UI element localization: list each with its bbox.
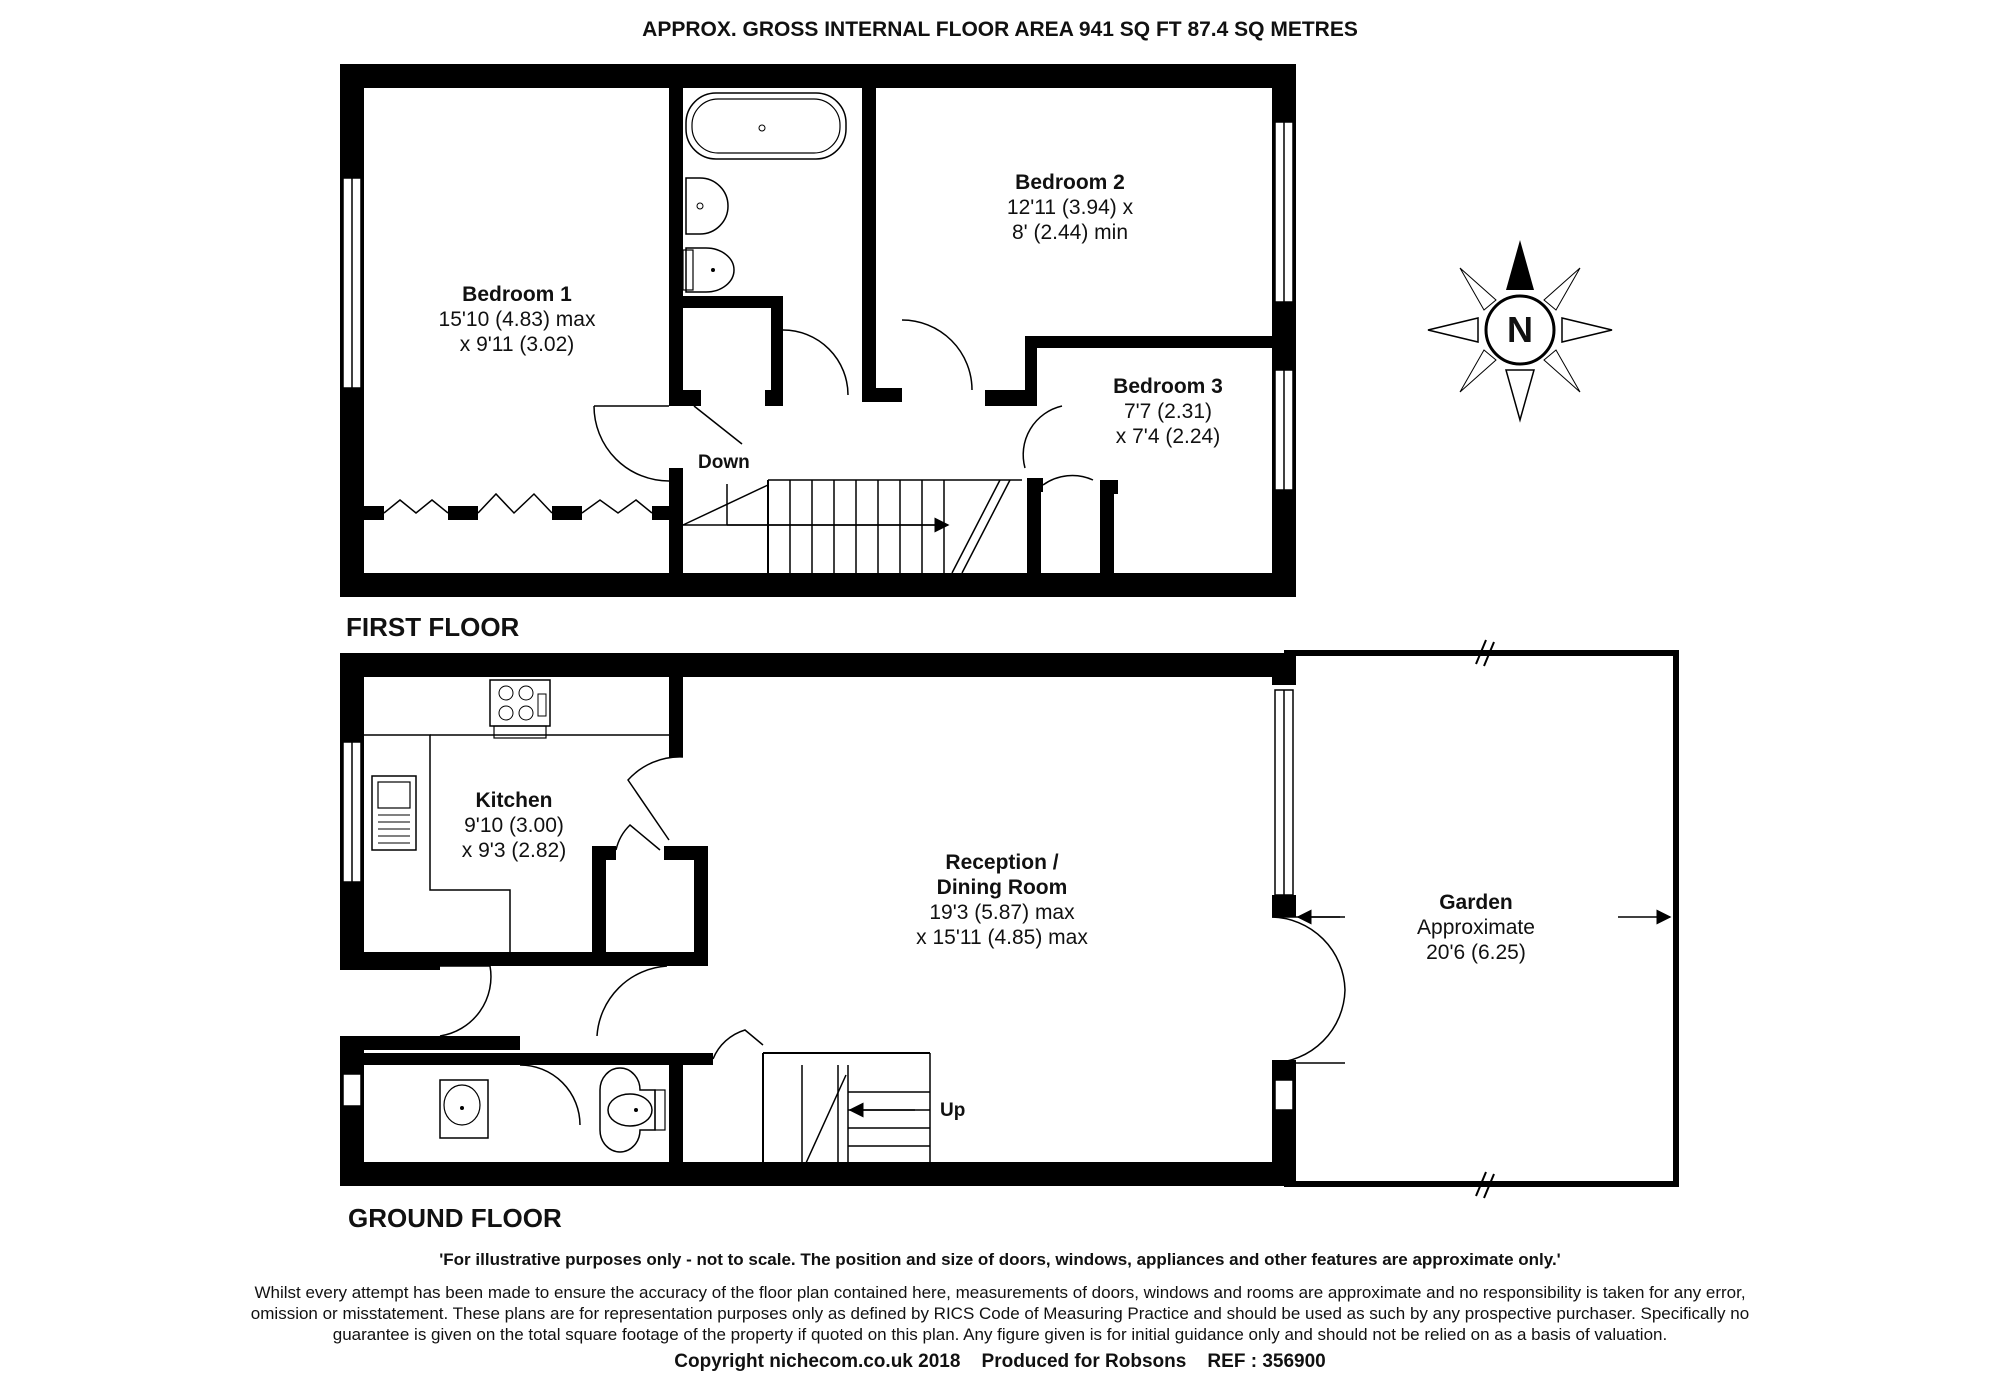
first-floor-stairs [683, 480, 1022, 573]
compass-north-label: N [1507, 309, 1533, 350]
bedroom1-door [594, 406, 669, 481]
illustrative-disclaimer: 'For illustrative purposes only - not to scale. The position and size of doors, windows, appliances and other features are approximate only.' [439, 1250, 1561, 1269]
ground-floor-outer-wall [352, 665, 1284, 1174]
room-dimension: 20'6 (6.25) [1426, 941, 1526, 964]
copyright-footer: Copyright nichecom.co.uk 2018 Produced for Robsons REF : 356900 [674, 1351, 1326, 1372]
room-label-bedroom1 [439, 282, 596, 357]
room-name: Bedroom 2 [1015, 171, 1125, 194]
wall-kitchen-reception [669, 665, 683, 757]
room-dimension: x 7'4 (2.24) [1115, 425, 1221, 448]
room-name: Dining Room [936, 876, 1068, 899]
room-dimension: 7'7 (2.31) [1123, 400, 1213, 423]
room-name: Reception / [945, 851, 1059, 874]
room-dimension: x 15'11 (4.85) max [916, 926, 1088, 949]
wall-bath-bed2 [862, 88, 876, 398]
room-label-garden [1417, 890, 1535, 965]
room-dimension: 12'11 (3.94) x [1006, 196, 1134, 219]
room-name: Bedroom 3 [1113, 375, 1223, 398]
stairs-down-label: Down [698, 452, 750, 473]
kitchen-sink [372, 776, 416, 850]
room-dimension: 19'3 (5.87) max [929, 901, 1075, 924]
room-label-reception [916, 850, 1088, 950]
wall-bed1-bath [669, 88, 683, 406]
wall-bed2-bed3 [1025, 336, 1272, 348]
kitchen-hob [490, 680, 550, 738]
first-floor-label: FIRST FLOOR [346, 612, 520, 642]
wc-window [343, 1074, 361, 1106]
room-label-kitchen [462, 788, 566, 863]
room-dimension: Approximate [1417, 916, 1535, 939]
room-dimension: x 9'3 (2.82) [461, 839, 567, 862]
room-dimension: 9'10 (3.00) [464, 814, 564, 837]
bathroom-fixtures [683, 93, 846, 292]
stairs-up-label: Up [940, 1100, 966, 1121]
room-dimension: x 9'11 (3.02) [459, 333, 575, 356]
room-dimension: 8' (2.44) min [1011, 221, 1129, 244]
room-name: Garden [1439, 891, 1513, 914]
room-dimension: 15'10 (4.83) max [438, 308, 596, 331]
floor-area-title: APPROX. GROSS INTERNAL FLOOR AREA 941 SQ FT 87.4 SQ METRES [642, 18, 1358, 41]
room-name: Bedroom 1 [462, 283, 572, 306]
accuracy-disclaimer: Whilst every attempt has been made to ensure the accuracy of the floor plan contained here, measurements of doors, windows and rooms are approximate and no responsibility is taken for any error, omission or misstatement. These plans are for representation purposes only as defined by RICS Code of Measuring Practice and should be used as such by any prospective purchaser. Specifically no guarantee is given on the total square footage of the property if quoted on this plan. Any figure given is for initial guidance only and should not be relied on as a basis of valuation. [250, 1283, 1750, 1344]
room-name: Kitchen [475, 789, 553, 812]
room-label-bedroom3 [1113, 374, 1223, 449]
ground-floor-stairs [802, 1065, 930, 1163]
room-label-bedroom2 [1007, 170, 1133, 245]
ground-floor-label: GROUND FLOOR [348, 1203, 562, 1233]
